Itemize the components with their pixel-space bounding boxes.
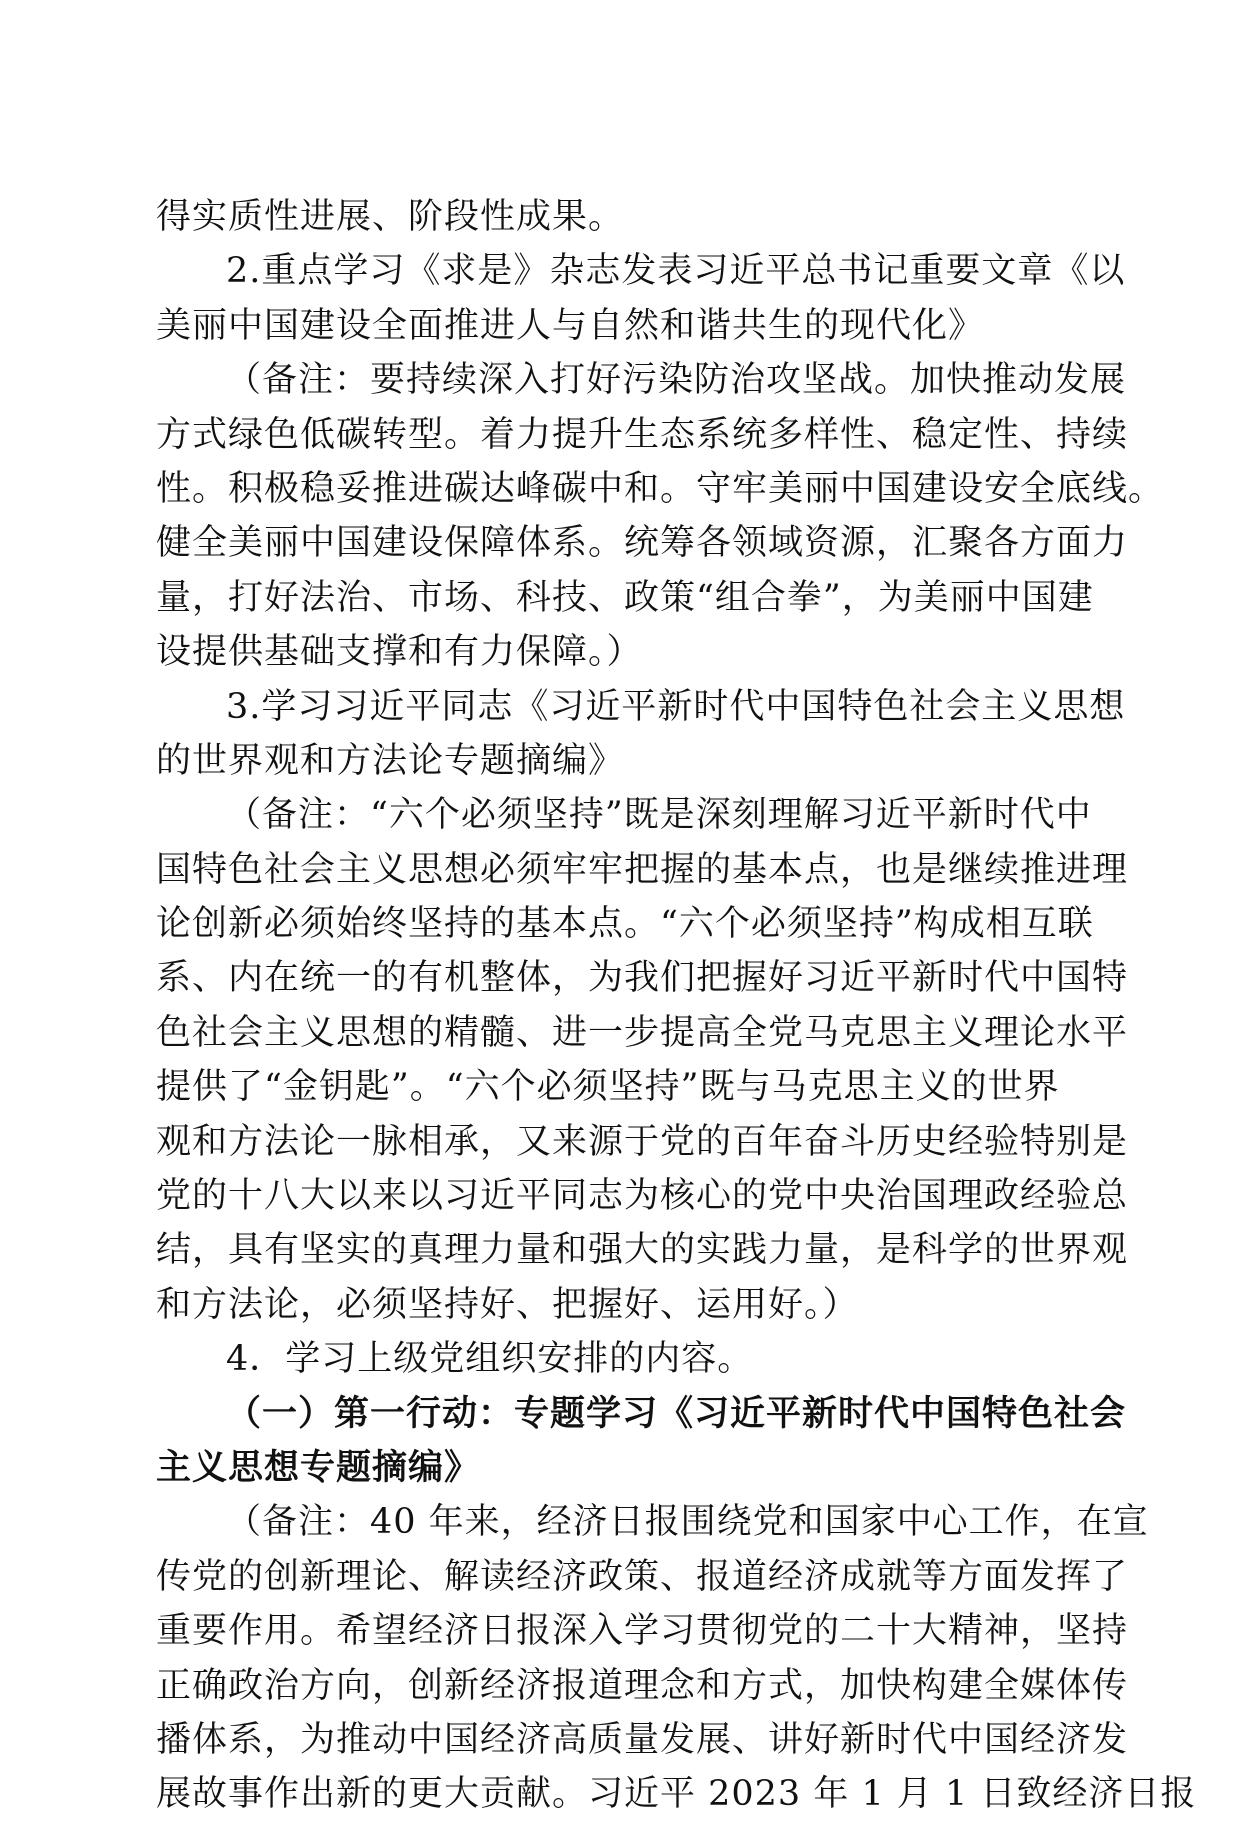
text-line: 和方法论，必须坚持好、把握好、运用好。） <box>156 1284 859 1325</box>
section-heading: （一）第一行动：专题学习《习近平新时代中国特色社会 <box>226 1392 1127 1434</box>
text-line: 正确政治方向，创新经济报道理念和方式，加快构建全媒体传 <box>156 1665 1129 1706</box>
list-item-2-title: 2.重点学习《求是》杂志发表习近平总书记重要文章《以 <box>226 251 1126 292</box>
text-line: 提供了“金钥匙”。“六个必须坚持”既与马克思主义的世界 <box>156 1067 1060 1108</box>
text-line: 健全美丽中国建设保障体系。统筹各领域资源，汇聚各方面力 <box>156 523 1129 564</box>
text-line: 美丽中国建设全面推进人与自然和谐共生的现代化》 <box>156 305 985 346</box>
text-line: 党的十八大以来以习近平同志为核心的党中央治国理政经验总 <box>156 1176 1129 1217</box>
text-line: 重要作用。希望经济日报深入学习贯彻党的二十大精神，坚持 <box>156 1611 1129 1652</box>
list-item-4-title: 4．学习上级党组织安排的内容。 <box>226 1339 754 1380</box>
text-line: 量，打好法治、市场、科技、政策“组合拳”，为美丽中国建 <box>156 577 1094 618</box>
text-line: 结，具有坚实的真理力量和强大的实践力量，是科学的世界观 <box>156 1230 1129 1271</box>
text-line: 方式绿色低碳转型。着力提升生态系统多样性、稳定性、持续 <box>156 414 1129 455</box>
text-line: 国特色社会主义思想必须牢牢把握的基本点，也是继续推进理 <box>156 849 1129 890</box>
text-line: 性。积极稳妥推进碳达峰碳中和。守牢美丽中国建设安全底线。 <box>156 468 1165 509</box>
note-paragraph-start: （备注：要持续深入打好污染防治攻坚战。加快推动发展 <box>226 360 1127 401</box>
text-line: 系、内在统一的有机整体，为我们把握好习近平新时代中国特 <box>156 958 1129 999</box>
text-line: 色社会主义思想的精髓、进一步提高全党马克思主义理论水平 <box>156 1012 1129 1053</box>
note-paragraph-start: （备注：40 年来，经济日报围绕党和国家中心工作，在宣 <box>226 1502 1149 1543</box>
text-line: 播体系，为推动中国经济高质量发展、讲好新时代中国经济发 <box>156 1719 1129 1760</box>
list-item-3-title: 3.学习习近平同志《习近平新时代中国特色社会主义思想 <box>226 686 1126 727</box>
text-line: 展故事作出新的更大贡献。习近平 2023 年 1 月 1 日致经济日报 <box>156 1774 1197 1815</box>
text-line: 观和方法论一脉相承，又来源于党的百年奋斗历史经验特别是 <box>156 1121 1129 1162</box>
document-body <box>156 190 1197 1822</box>
text-line: 论创新必须始终坚持的基本点。“六个必须坚持”构成相互联 <box>156 904 1094 945</box>
text-line: 得实质性进展、阶段性成果。 <box>156 197 625 237</box>
text-line: 的世界观和方法论专题摘编》 <box>156 740 625 781</box>
text-line: 传党的创新理论、解读经济政策、报道经济成就等方面发挥了 <box>156 1556 1129 1597</box>
note-paragraph-start: （备注：“六个必须坚持”既是深刻理解习近平新时代中 <box>226 795 1092 836</box>
section-heading-continuation: 主义思想专题摘编》 <box>156 1446 481 1488</box>
text-line: 设提供基础支撑和有力保障。） <box>156 632 643 673</box>
